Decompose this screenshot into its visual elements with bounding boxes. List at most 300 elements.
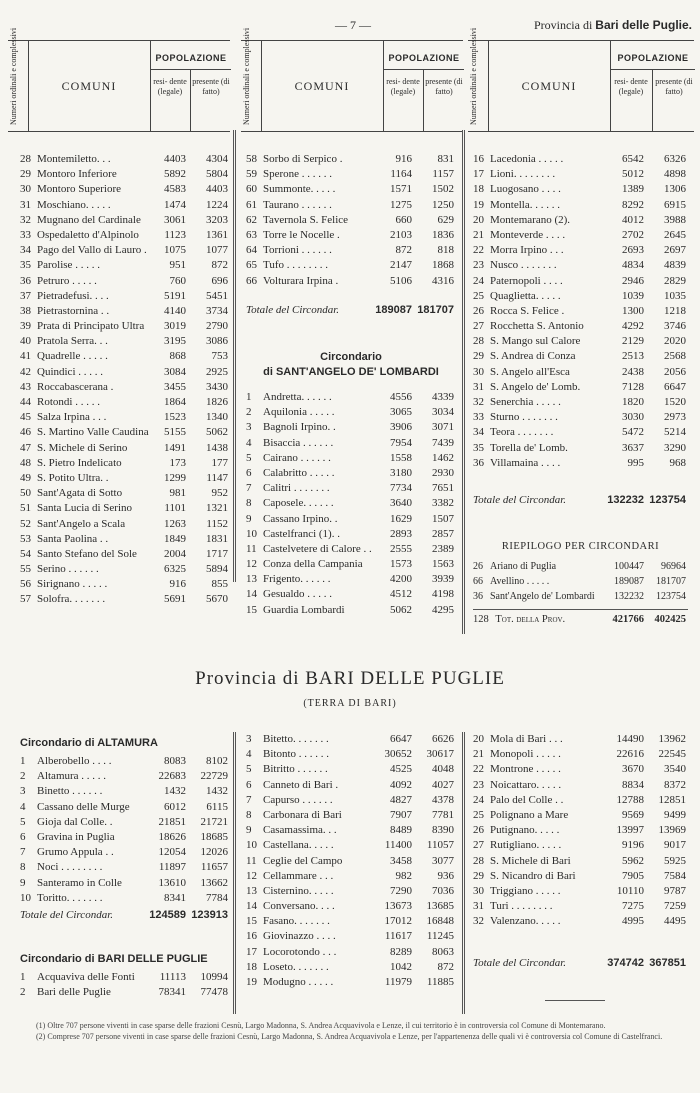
resident-value: 3030 bbox=[622, 411, 644, 424]
table-row bbox=[246, 496, 456, 511]
total-label: Totale del Circondar. bbox=[473, 494, 567, 506]
riepilogo-total-present: 402425 bbox=[654, 614, 686, 625]
resident-value: 4827 bbox=[390, 793, 412, 806]
present-value: 2645 bbox=[664, 228, 686, 241]
row-number: 21 bbox=[473, 748, 484, 761]
running-title-bold: Bari delle Puglie. bbox=[595, 18, 692, 32]
bari-list-col3 bbox=[473, 732, 688, 929]
table-row bbox=[20, 532, 230, 547]
present-value: 1507 bbox=[432, 512, 454, 525]
row-number: 22 bbox=[473, 763, 484, 776]
table-row bbox=[473, 747, 688, 762]
present-value: 2829 bbox=[664, 274, 686, 287]
comune-name: S. Potito Ultra. . bbox=[37, 471, 109, 484]
table-row bbox=[473, 884, 688, 899]
row-number: 65 bbox=[246, 259, 257, 272]
row-number: 5 bbox=[20, 815, 26, 828]
resident-value: 7128 bbox=[622, 380, 644, 393]
resident-value: 8341 bbox=[164, 891, 186, 904]
table-row bbox=[20, 486, 230, 501]
row-number: 2 bbox=[246, 406, 252, 419]
table-row bbox=[246, 945, 456, 960]
row-number: 24 bbox=[473, 793, 484, 806]
present-value: 4378 bbox=[432, 793, 454, 806]
present-value: 936 bbox=[437, 869, 454, 882]
comune-name: Quadrelle . . . . . bbox=[37, 350, 108, 363]
present-value: 8102 bbox=[206, 755, 228, 767]
present-value: 6647 bbox=[664, 380, 686, 393]
resident-value: 7275 bbox=[622, 900, 644, 913]
table-row bbox=[473, 152, 688, 167]
present-value: 1157 bbox=[432, 168, 454, 181]
present-value: 4198 bbox=[432, 588, 454, 601]
sub-separator bbox=[423, 69, 424, 131]
comuni-list-col3 bbox=[473, 152, 688, 471]
comune-name: Toritto. . . . . . . bbox=[37, 891, 103, 904]
row-number: 4 bbox=[246, 436, 252, 449]
row-number: 41 bbox=[20, 350, 31, 363]
resident-value: 3640 bbox=[390, 497, 412, 510]
table-row bbox=[473, 559, 688, 574]
resident-value: 4140 bbox=[164, 304, 186, 317]
comune-name: Modugno . . . . . bbox=[263, 976, 334, 988]
total-label: Totale del Circondar. bbox=[246, 304, 340, 316]
row-number: 32 bbox=[473, 396, 484, 408]
table-row bbox=[246, 572, 456, 587]
comune-name: Frigento. . . . . . bbox=[263, 573, 331, 586]
table-row bbox=[473, 228, 688, 243]
resident-value: 4292 bbox=[622, 320, 644, 333]
present-value: 2930 bbox=[432, 466, 454, 479]
comune-name: Mugnano del Cardinale bbox=[37, 213, 141, 226]
table-row bbox=[473, 258, 688, 273]
row-number: 1 bbox=[20, 971, 26, 983]
table-row bbox=[473, 589, 688, 604]
comune-name: Calitri . . . . . . . bbox=[263, 482, 330, 495]
total-resident: 374742 bbox=[607, 957, 644, 969]
comune-name: Sant'Angelo a Scala bbox=[37, 517, 126, 530]
presente-label: presente (di fatto) bbox=[425, 77, 463, 96]
present-value: 968 bbox=[669, 456, 686, 469]
comune-name: Moschiano. . . . . bbox=[37, 198, 111, 211]
present-value: 3939 bbox=[432, 573, 454, 586]
present-value: 1147 bbox=[206, 471, 228, 484]
comune-name: Rotondi . . . . . bbox=[37, 396, 100, 408]
resident-value: 1432 bbox=[164, 785, 186, 798]
comune-name: Teora . . . . . . . bbox=[490, 426, 554, 439]
comune-name: S. Andrea di Conza bbox=[490, 350, 576, 363]
table-row bbox=[473, 274, 688, 289]
resident-value: 2693 bbox=[622, 244, 644, 257]
table-row bbox=[246, 762, 456, 777]
resident-value: 3906 bbox=[390, 421, 412, 434]
popolazione-label: POPOLAZIONE bbox=[155, 53, 227, 63]
present-value: 96964 bbox=[661, 561, 686, 572]
resident-value: 11897 bbox=[158, 861, 186, 874]
total-resident: 189087 bbox=[375, 304, 412, 316]
row-number: 16 bbox=[473, 153, 484, 165]
present-value: 9787 bbox=[664, 884, 686, 897]
resident-value: 6012 bbox=[164, 800, 186, 813]
table-row bbox=[246, 182, 456, 197]
table-row bbox=[20, 970, 230, 985]
row-number: 14 bbox=[246, 588, 257, 601]
resident-value: 100447 bbox=[614, 561, 644, 572]
present-value: 2697 bbox=[664, 244, 686, 257]
comune-name: Pietrastornina . . bbox=[37, 304, 110, 317]
comune-name: Pietradefusi. . . . bbox=[37, 289, 109, 302]
present-value: 11057 bbox=[426, 839, 454, 852]
comune-name: Sperone . . . . . . bbox=[263, 168, 333, 181]
row-number: 35 bbox=[473, 441, 484, 454]
present-value: 1438 bbox=[206, 441, 228, 454]
table-row bbox=[20, 769, 230, 784]
row-number: 28 bbox=[473, 335, 484, 348]
row-number: 36 bbox=[473, 456, 484, 469]
section-heading-altamura: Circondario di ALTAMURA bbox=[20, 737, 158, 749]
table-row bbox=[473, 823, 688, 838]
comuni-list-col2 bbox=[246, 152, 456, 289]
comuni-label: COMUNI bbox=[61, 79, 117, 93]
present-value: 10994 bbox=[200, 971, 228, 983]
row-number: 34 bbox=[473, 426, 484, 439]
resident-value: 995 bbox=[627, 456, 644, 469]
numeri-label-box bbox=[8, 27, 29, 131]
resident-value: 7905 bbox=[622, 869, 644, 882]
running-head bbox=[0, 18, 700, 32]
resident-value: 1123 bbox=[164, 228, 186, 241]
resident-value: 6325 bbox=[164, 563, 186, 576]
resident-value: 3084 bbox=[164, 365, 186, 378]
table-row bbox=[473, 762, 688, 777]
comune-name: Capurso . . . . . . bbox=[263, 793, 333, 806]
present-value: 1152 bbox=[206, 517, 228, 530]
resident-value: 1629 bbox=[390, 512, 412, 525]
present-value: 4839 bbox=[664, 259, 686, 272]
table-row bbox=[246, 213, 456, 228]
comune-name: Montoro Superiore bbox=[37, 183, 122, 196]
comune-name: Cassano delle Murge bbox=[37, 800, 130, 813]
table-row bbox=[473, 198, 688, 213]
resident-value: 1820 bbox=[622, 396, 644, 408]
comune-name: Quaglietta. . . . . bbox=[490, 289, 561, 302]
present-value: 77478 bbox=[200, 986, 228, 999]
sub-separator bbox=[190, 69, 191, 131]
present-value: 5214 bbox=[664, 426, 686, 439]
table-row bbox=[473, 425, 688, 440]
numeri-label: Numeri ordinali e complessivi bbox=[469, 27, 478, 125]
row-number: 26 bbox=[473, 561, 483, 572]
table-row bbox=[473, 732, 688, 747]
present-value: 4339 bbox=[432, 391, 454, 403]
resident-value: 1263 bbox=[164, 517, 186, 530]
table-row bbox=[20, 562, 230, 577]
present-value: 9499 bbox=[664, 808, 686, 821]
comune-name: Avellino . . . . . bbox=[490, 576, 550, 588]
resident-value: 11617 bbox=[384, 930, 412, 943]
table-row bbox=[473, 167, 688, 182]
table-row bbox=[246, 466, 456, 481]
table-row bbox=[246, 258, 456, 273]
table-row bbox=[473, 778, 688, 793]
circondario-total bbox=[473, 493, 688, 508]
table-row bbox=[246, 420, 456, 435]
comune-name: Alberobello . . . . bbox=[37, 755, 112, 767]
comune-name: Castelfranci (1). . bbox=[263, 527, 340, 540]
table-row bbox=[246, 899, 456, 914]
table-row bbox=[20, 152, 230, 167]
row-number: 50 bbox=[20, 487, 31, 500]
comune-name: Noicattaro. . . . . bbox=[490, 778, 562, 791]
resident-value: 3019 bbox=[164, 320, 186, 333]
resident-value: 868 bbox=[169, 350, 186, 363]
row-number: 9 bbox=[246, 824, 252, 837]
presente-label: presente (di fatto) bbox=[655, 77, 693, 96]
row-number: 40 bbox=[20, 335, 31, 348]
popolazione-rule bbox=[611, 69, 695, 70]
resident-value: 2147 bbox=[390, 259, 412, 272]
present-value: 16848 bbox=[426, 915, 454, 928]
present-value: 3988 bbox=[664, 213, 686, 226]
present-value: 13685 bbox=[426, 900, 454, 913]
province-subtitle: (TERRA DI BARI) bbox=[303, 698, 397, 709]
row-number: 19 bbox=[473, 198, 484, 211]
present-value: 2020 bbox=[664, 335, 686, 348]
row-number: 63 bbox=[246, 228, 257, 241]
table-row bbox=[20, 380, 230, 395]
comune-name: Summonte. . . . . bbox=[263, 183, 336, 196]
row-number: 31 bbox=[473, 900, 484, 913]
resident-value: 5106 bbox=[390, 274, 412, 287]
table-row bbox=[246, 243, 456, 258]
resident-value: 982 bbox=[395, 869, 412, 882]
comune-name: Pago del Vallo di Lauro . bbox=[37, 244, 147, 257]
present-value: 22545 bbox=[658, 748, 686, 761]
table-row bbox=[246, 451, 456, 466]
resident-value: 4512 bbox=[390, 588, 412, 601]
present-value: 3382 bbox=[432, 497, 454, 510]
section-heading-bari: Circondario di BARI DELLE PUGLIE bbox=[20, 953, 208, 965]
footnote-1: (1) Oltre 707 persone viventi in case sparse delle frazioni Cesnù, Largo Madonna, S. Andrea Acquavivola e Lenze, il cui territorio è in controversia col Comune di Montemarano. bbox=[36, 1021, 606, 1030]
table-row bbox=[246, 542, 456, 557]
comune-name: Torella de' Lomb. bbox=[490, 441, 568, 454]
present-value: 3290 bbox=[664, 441, 686, 454]
resident-value: 11979 bbox=[384, 976, 412, 988]
row-number: 15 bbox=[246, 915, 257, 928]
riepilogo-total bbox=[473, 612, 688, 627]
resident-value: 5892 bbox=[164, 168, 186, 181]
row-number: 37 bbox=[20, 289, 31, 302]
table-row bbox=[473, 838, 688, 853]
resident-value: 10110 bbox=[616, 884, 644, 897]
row-number: 23 bbox=[473, 778, 484, 791]
row-number: 8 bbox=[246, 808, 252, 821]
comune-name: Putignano. . . . . bbox=[490, 824, 560, 837]
present-value: 4403 bbox=[206, 183, 228, 196]
resident-value: 4200 bbox=[390, 573, 412, 586]
row-number: 32 bbox=[20, 213, 31, 226]
table-row bbox=[20, 410, 230, 425]
resident-value: 6647 bbox=[390, 733, 412, 745]
resident-value: 1389 bbox=[622, 183, 644, 196]
row-number: 2 bbox=[20, 770, 26, 783]
table-row bbox=[473, 869, 688, 884]
resident-value: 12788 bbox=[616, 793, 644, 806]
present-value: 1077 bbox=[206, 244, 228, 257]
row-number: 6 bbox=[246, 778, 252, 791]
comune-name: Volturara Irpina . bbox=[263, 274, 339, 287]
row-number: 64 bbox=[246, 244, 257, 257]
present-value: 629 bbox=[437, 213, 454, 226]
present-value: 22729 bbox=[200, 770, 228, 783]
table-row bbox=[20, 289, 230, 304]
comune-name: Castelvetere di Calore . . bbox=[263, 542, 372, 555]
resident-value: 4525 bbox=[390, 763, 412, 776]
comune-name: Sirignano . . . . . bbox=[37, 578, 108, 591]
circondario-total bbox=[20, 908, 230, 923]
resident-value: 6542 bbox=[622, 153, 644, 165]
resident-value: 8834 bbox=[622, 778, 644, 791]
present-value: 5062 bbox=[206, 426, 228, 439]
comune-name: Lioni. . . . . . . . bbox=[490, 168, 556, 181]
comune-name: Gesualdo . . . . . bbox=[263, 588, 333, 601]
popolazione-rule bbox=[151, 69, 231, 70]
row-number: 42 bbox=[20, 365, 31, 378]
row-number: 4 bbox=[20, 800, 26, 813]
comuni-list-col2b bbox=[246, 390, 456, 618]
comune-name: Acquaviva delle Fonti bbox=[37, 971, 135, 983]
present-value: 1520 bbox=[664, 396, 686, 408]
present-value: 3430 bbox=[206, 380, 228, 393]
resident-value: 3061 bbox=[164, 213, 186, 226]
comune-name: Bari delle Puglie bbox=[37, 986, 111, 999]
resident-value: 4012 bbox=[622, 213, 644, 226]
row-number: 43 bbox=[20, 380, 31, 393]
resident-value: 7734 bbox=[390, 482, 412, 495]
comune-name: S. Pietro Indelicato bbox=[37, 456, 122, 469]
row-number: 36 bbox=[473, 591, 483, 603]
row-number: 14 bbox=[246, 900, 257, 913]
row-number: 29 bbox=[20, 168, 31, 181]
row-number: 44 bbox=[20, 396, 31, 408]
resident-value: 660 bbox=[395, 213, 412, 226]
resident-value: 132232 bbox=[614, 591, 644, 603]
table-row bbox=[20, 349, 230, 364]
present-value: 7036 bbox=[432, 884, 454, 897]
table-row bbox=[20, 334, 230, 349]
table-row bbox=[473, 319, 688, 334]
row-number: 7 bbox=[20, 846, 26, 859]
table-row bbox=[20, 592, 230, 607]
resident-value: 17012 bbox=[384, 915, 412, 928]
present-value: 1361 bbox=[206, 228, 228, 241]
resident-value: 1299 bbox=[164, 471, 186, 484]
table-row bbox=[473, 395, 688, 410]
comune-name: Prata di Principato Ultra bbox=[37, 320, 145, 333]
present-value: 5804 bbox=[206, 168, 228, 181]
comune-name: Monteverde . . . . bbox=[490, 228, 566, 241]
comuni-label: COMUNI bbox=[521, 79, 577, 93]
row-number: 30 bbox=[473, 884, 484, 897]
comune-name: Montrone . . . . . bbox=[490, 763, 561, 776]
present-value: 855 bbox=[211, 578, 228, 591]
row-number: 6 bbox=[246, 466, 252, 479]
table-row bbox=[20, 754, 230, 769]
table-row bbox=[20, 274, 230, 289]
comune-name: Villamaina . . . . bbox=[490, 456, 561, 469]
present-value: 4295 bbox=[432, 603, 454, 616]
resident-value: 1849 bbox=[164, 532, 186, 545]
section-heading bbox=[246, 350, 456, 380]
present-value: 6115 bbox=[206, 800, 228, 813]
table-row bbox=[20, 304, 230, 319]
present-value: 181707 bbox=[656, 576, 686, 588]
comune-name: Cisternino. . . . . bbox=[263, 884, 334, 897]
resident-value: 1075 bbox=[164, 244, 186, 257]
present-value: 4027 bbox=[432, 778, 454, 791]
resident-value: 3195 bbox=[164, 335, 186, 348]
present-value: 6915 bbox=[664, 198, 686, 211]
table-row bbox=[20, 784, 230, 799]
table-row bbox=[20, 547, 230, 562]
row-number: 28 bbox=[20, 153, 31, 165]
resident-value: 1042 bbox=[390, 960, 412, 973]
table-row bbox=[473, 410, 688, 425]
popolazione-box bbox=[610, 41, 695, 131]
section-heading-line1: Circondario bbox=[320, 351, 382, 363]
comune-name: Nusco . . . . . . . bbox=[490, 259, 557, 272]
present-value: 2925 bbox=[206, 365, 228, 378]
resident-value: 951 bbox=[169, 259, 186, 272]
row-number: 33 bbox=[473, 411, 484, 424]
row-number: 8 bbox=[246, 497, 252, 510]
comune-name: Ospedaletto d'Alpinolo bbox=[37, 228, 139, 241]
resident-value: 5155 bbox=[164, 426, 186, 439]
table-row bbox=[473, 441, 688, 456]
present-value: 7784 bbox=[206, 891, 228, 904]
row-number: 54 bbox=[20, 547, 31, 560]
table-row bbox=[473, 365, 688, 380]
table-row bbox=[20, 800, 230, 815]
resident-value: 78341 bbox=[158, 986, 186, 999]
resident-value: 2893 bbox=[390, 527, 412, 540]
row-number: 9 bbox=[20, 876, 26, 889]
comune-name: Altamura . . . . . bbox=[37, 770, 107, 783]
riepilogo-total-label: Tot. della Prov. bbox=[495, 614, 566, 625]
table-row bbox=[246, 778, 456, 793]
comune-name: Mola di Bari . . . bbox=[490, 733, 563, 745]
comune-name: Bitetto. . . . . . . bbox=[263, 733, 329, 745]
present-value: 12026 bbox=[200, 846, 228, 859]
present-value: 30617 bbox=[426, 748, 454, 761]
present-value: 696 bbox=[211, 274, 228, 287]
present-value: 1321 bbox=[206, 502, 228, 515]
table-row bbox=[246, 587, 456, 602]
table-row bbox=[20, 845, 230, 860]
present-value: 3077 bbox=[432, 854, 454, 867]
comune-name: Bitritto . . . . . . bbox=[263, 763, 328, 776]
present-value: 4898 bbox=[664, 168, 686, 181]
present-value: 11885 bbox=[426, 976, 454, 988]
comune-name: Guardia Lombardi bbox=[263, 603, 345, 616]
table-row bbox=[246, 274, 456, 289]
comune-name: Palo del Colle . . bbox=[490, 793, 564, 806]
row-number: 4 bbox=[246, 748, 252, 761]
table-row bbox=[246, 960, 456, 975]
comune-name: Andretta. . . . . . bbox=[263, 391, 332, 403]
present-value: 13969 bbox=[658, 824, 686, 837]
resident-value: 4556 bbox=[390, 391, 412, 403]
